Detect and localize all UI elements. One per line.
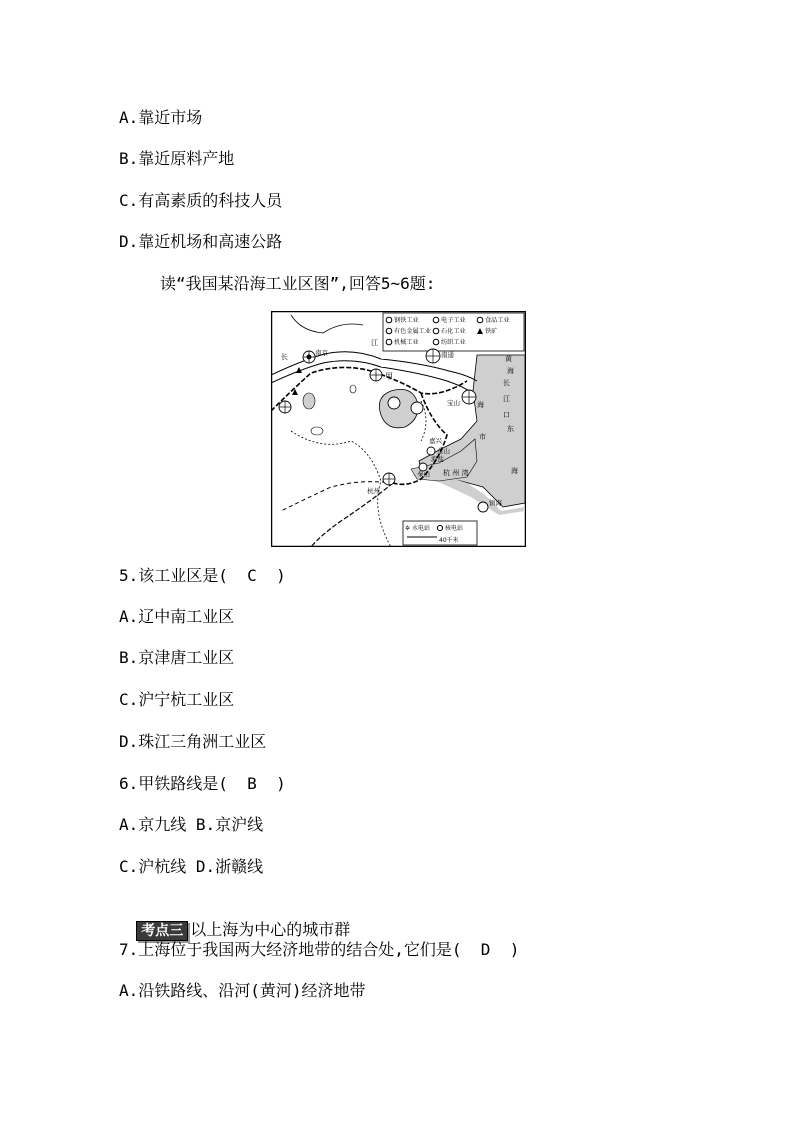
place-label: 东 (507, 425, 514, 433)
q4-option-a: A.靠近市场 (119, 108, 203, 127)
place-label: 南京 (315, 349, 328, 357)
place-label: 金山 (437, 447, 450, 455)
place-label: 口 (503, 411, 510, 419)
section-heading (117, 897, 350, 941)
legend-label: 钢铁工业 (394, 317, 419, 324)
scale-label: 40千米 (439, 537, 459, 544)
q5-stem: 5.该工业区是( C ) (119, 566, 286, 585)
place-label: 海盐 (431, 455, 444, 463)
place-label: 嘉兴 (429, 437, 442, 445)
place-label: 杭 州 湾 (443, 469, 469, 477)
legend-label: 石化工业 (441, 328, 466, 335)
place-label: 海 (507, 367, 514, 375)
place-label: 甲 (385, 372, 393, 381)
section-title: 以上海为中心的城市群 (190, 920, 351, 939)
place-label: 黄 (505, 355, 512, 363)
legend-label: 铁矿 (485, 328, 498, 335)
legend-label: 机械工业 (394, 339, 419, 346)
q5-option-d: D.珠江三角洲工业区 (119, 732, 267, 751)
place-label: 江 (371, 339, 378, 347)
legend-label: 电子工业 (441, 317, 466, 324)
place-label: 海 (477, 401, 484, 409)
q6-options-ab: A.京九线 B.京沪线 (119, 815, 264, 834)
q4-option-c: C.有高素质的科技人员 (119, 191, 283, 210)
q5-option-a: A.辽中南工业区 (119, 607, 235, 626)
place-label: 江 (503, 395, 510, 403)
section-tag: 考点三 (136, 921, 188, 941)
legend-label: 食品工业 (485, 317, 510, 324)
q7-option-a: A.沿铁路线、沿河(黄河)经济地带 (119, 981, 366, 1000)
q6-stem: 6.甲铁路线是( B ) (119, 774, 286, 793)
place-label: 杭州 (367, 487, 380, 495)
place-label: 秦山 (417, 470, 430, 478)
place-label: 镇海 (489, 499, 502, 507)
q4-option-b: B.靠近原料产地 (119, 149, 235, 168)
place-label: 海 (511, 467, 518, 475)
industrial-zone-map (271, 311, 526, 547)
q5-option-c: C.沪宁杭工业区 (119, 690, 235, 709)
q7-stem: 7.上海位于我国两大经济地带的结合处,它们是( D ) (119, 940, 520, 959)
legend-label: 水电站 (412, 525, 431, 532)
place-label: 市 (479, 433, 486, 441)
legend-label: 有色金属工业 (394, 328, 432, 335)
q5-option-b: B.京津唐工业区 (119, 648, 235, 667)
map-question-intro: 读“我国某沿海工业区图”,回答5~6题: (160, 274, 436, 293)
place-label: 宝山 (447, 399, 460, 407)
place-label: 长 (281, 353, 288, 361)
place-label: 长 (503, 379, 510, 387)
place-label: 南通 (441, 351, 454, 359)
q4-option-d: D.靠近机场和高速公路 (119, 232, 283, 251)
legend-label: 核电站 (445, 525, 464, 532)
q6-options-cd: C.沪杭线 D.浙赣线 (119, 857, 264, 876)
hydro-station-icon: ✲ (405, 525, 411, 532)
legend-label: 纺织工业 (441, 339, 466, 346)
